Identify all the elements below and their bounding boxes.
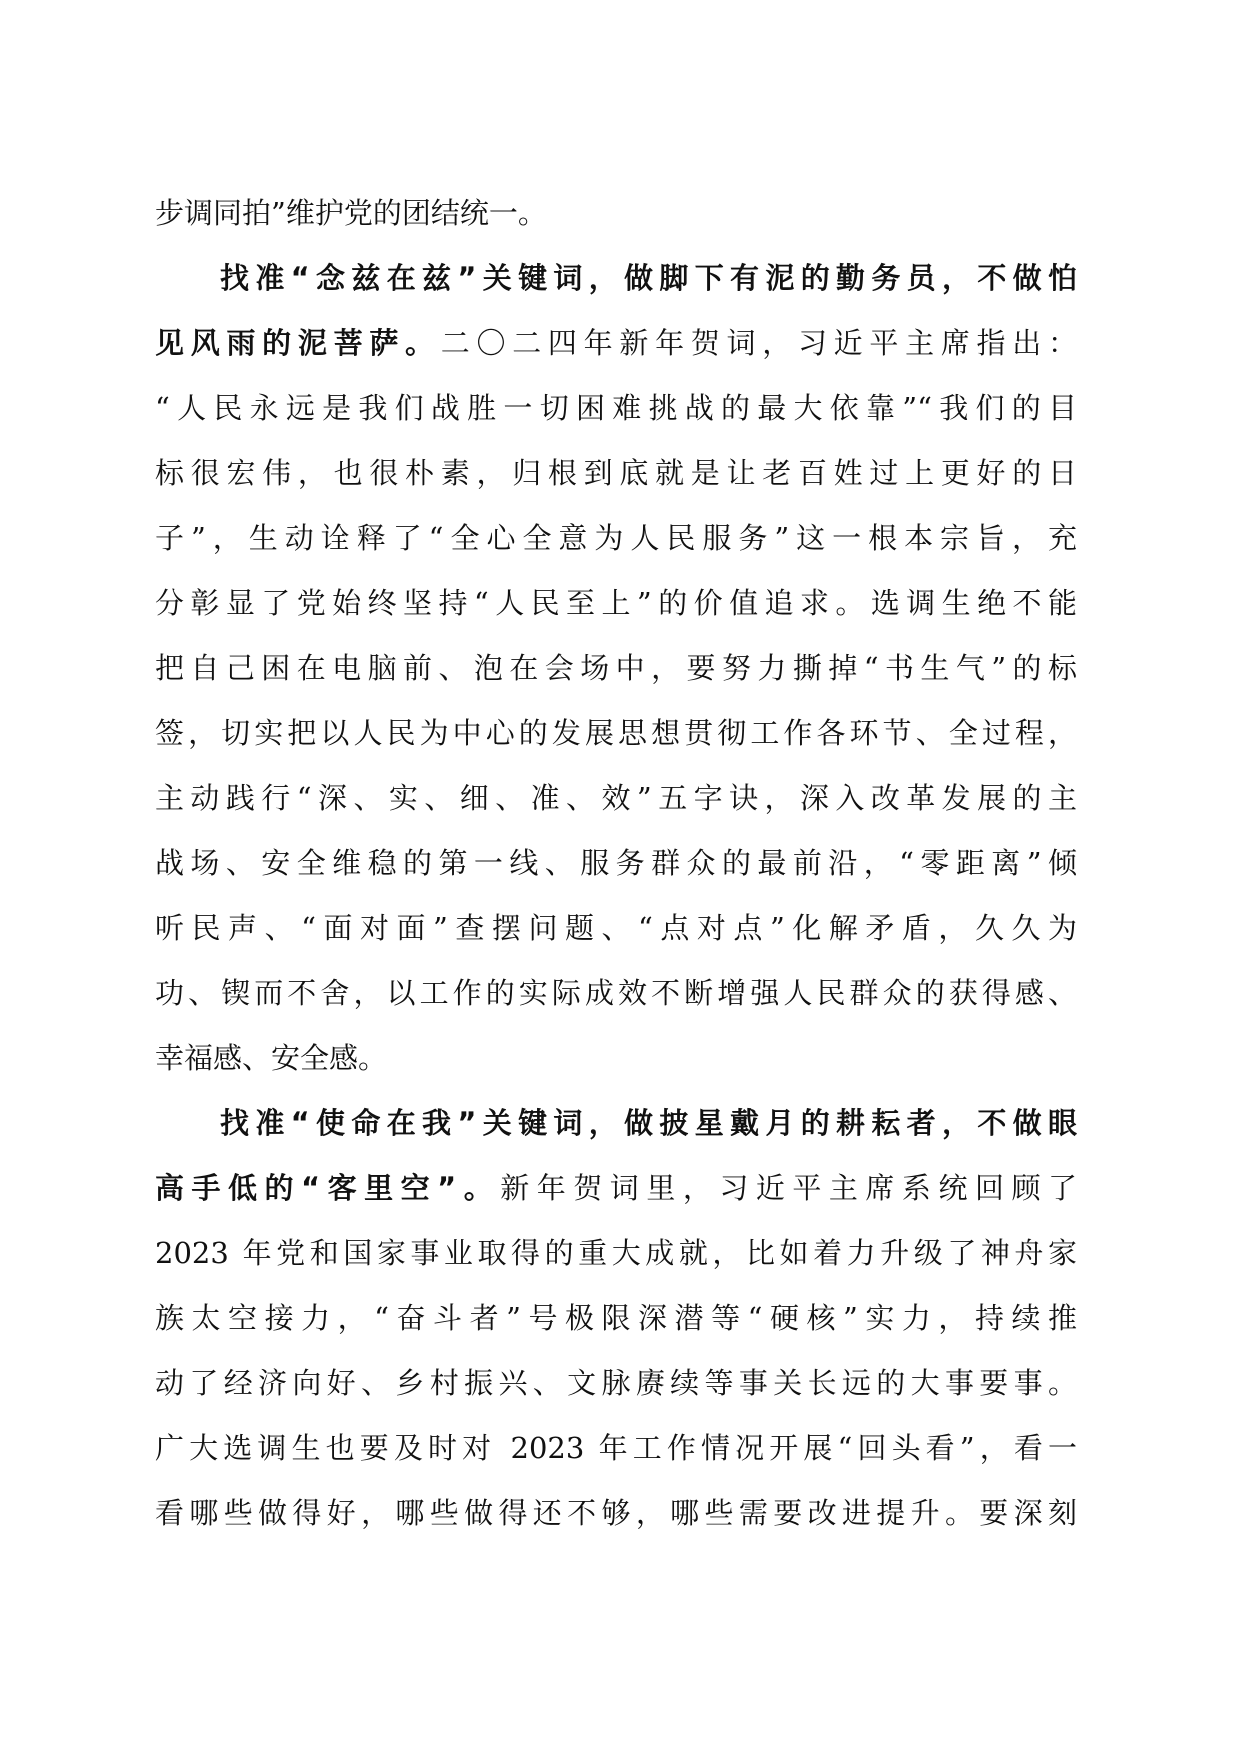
body-text: 分彰显了党始终坚持“人民至上”的价值追求。选调生绝不能 (155, 586, 1077, 620)
body-text: 2023 年党和国家事业取得的重大成就，比如着力升级了神舟家 (155, 1236, 1077, 1270)
text-line (155, 1091, 1077, 1156)
text-line (155, 1416, 1077, 1481)
text-line (155, 831, 1077, 896)
body-text: 听民声、“面对面”查摆问题、“点对点”化解矛盾，久久为 (155, 911, 1077, 945)
body-text: 功、锲而不舍，以工作的实际成效不断增强人民群众的获得感、 (155, 976, 1077, 1010)
document-page (155, 181, 1077, 1546)
text-line (155, 246, 1077, 311)
text-line (155, 1481, 1077, 1546)
body-text: 战场、安全维稳的第一线、服务群众的最前沿，“零距离”倾 (155, 846, 1077, 880)
body-text: 幸福感、安全感。 (155, 1041, 388, 1075)
body-text: 把自己困在电脑前、泡在会场中，要努力撕掉“书生气”的标 (155, 651, 1077, 685)
text-line (155, 376, 1077, 441)
text-line (155, 1351, 1077, 1416)
body-text: “人民永远是我们战胜一切困难挑战的最大依靠”“我们的目 (155, 391, 1077, 425)
text-line (155, 961, 1077, 1026)
text-line (155, 441, 1077, 506)
body-text: 新年贺词里，习近平主席系统回顾了 (500, 1171, 1077, 1205)
body-text: 标很宏伟，也很朴素，归根到底就是让老百姓过上更好的日 (155, 456, 1077, 490)
bold-heading-text: 找准“使命在我”关键词，做披星戴月的耕耘者，不做眼 (220, 1106, 1077, 1140)
body-text: 签，切实把以人民为中心的发展思想贯彻工作各环节、全过程， (155, 716, 1077, 750)
body-text: 步调同拍”维护党的团结统一。 (155, 196, 547, 230)
body-text: 族太空接力，“奋斗者”号极限深潜等“硬核”实力，持续推 (155, 1301, 1077, 1335)
text-line (155, 636, 1077, 701)
text-line (155, 701, 1077, 766)
body-text: 子”，生动诠释了“全心全意为人民服务”这一根本宗旨，充 (155, 521, 1077, 555)
text-line (155, 1286, 1077, 1351)
body-text: 二〇二四年新年贺词，习近平主席指出： (440, 326, 1077, 360)
text-line (155, 1221, 1077, 1286)
text-line (155, 1026, 1077, 1091)
bold-heading-text: 见风雨的泥菩萨。 (155, 326, 441, 360)
text-line (155, 506, 1077, 571)
text-line (155, 766, 1077, 831)
bold-heading-text: 找准“念兹在兹”关键词，做脚下有泥的勤务员，不做怕 (220, 261, 1077, 295)
text-line (155, 571, 1077, 636)
text-line (155, 896, 1077, 961)
body-text: 广大选调生也要及时对 2023 年工作情况开展“回头看”，看一 (155, 1431, 1077, 1465)
body-text: 主动践行“深、实、细、准、效”五字诀，深入改革发展的主 (155, 781, 1077, 815)
text-line (155, 181, 1077, 246)
body-text: 看哪些做得好，哪些做得还不够，哪些需要改进提升。要深刻 (155, 1496, 1077, 1530)
bold-heading-text: 高手低的“客里空”。 (155, 1171, 501, 1205)
text-line (155, 311, 1077, 376)
text-line (155, 1156, 1077, 1221)
body-text: 动了经济向好、乡村振兴、文脉赓续等事关长远的大事要事。 (155, 1366, 1077, 1400)
